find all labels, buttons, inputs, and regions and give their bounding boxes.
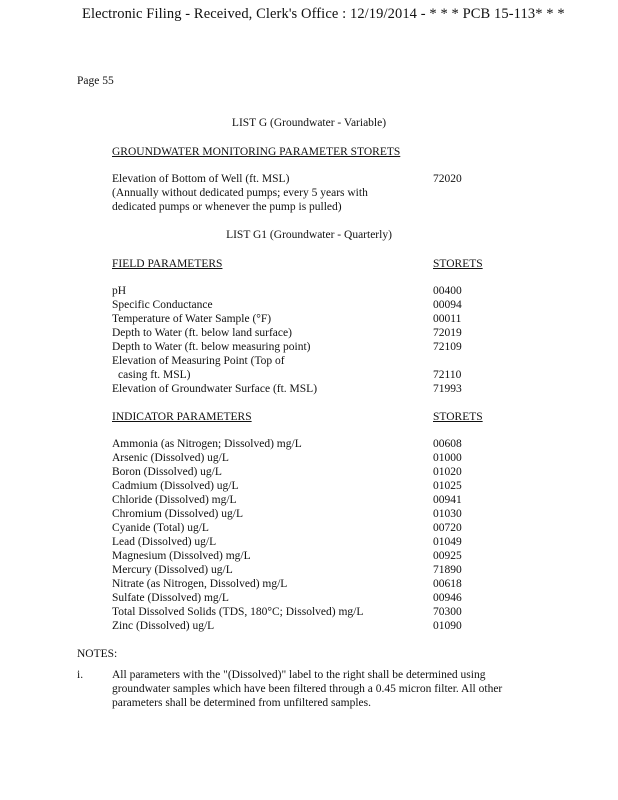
list-item-code: 01025 bbox=[433, 480, 462, 492]
list-item: Lead (Dissolved) ug/L bbox=[112, 536, 217, 548]
list-item-code: 72110 bbox=[433, 369, 462, 381]
list-item: Sulfate (Dissolved) mg/L bbox=[112, 592, 229, 604]
list-item-code: 00011 bbox=[433, 313, 462, 325]
list-item: pH bbox=[112, 285, 127, 297]
list-item-code: 00720 bbox=[433, 522, 462, 534]
list-item-code: 70300 bbox=[433, 606, 462, 618]
list-item: Total Dissolved Solids (TDS, 180°C; Dissolved) mg/L bbox=[112, 606, 364, 618]
note-marker: i. bbox=[77, 669, 84, 681]
note-line: parameters shall be determined from unfiltered samples. bbox=[112, 697, 371, 709]
list-item-code: 72019 bbox=[433, 327, 462, 339]
field-parameters-heading: FIELD PARAMETERS bbox=[112, 258, 223, 270]
list-item-code: 01090 bbox=[433, 620, 462, 632]
list-item-code: 01000 bbox=[433, 452, 462, 464]
list-item: Depth to Water (ft. below land surface) bbox=[112, 327, 292, 339]
list-item-code: 01049 bbox=[433, 536, 462, 548]
list-item: Nitrate (as Nitrogen, Dissolved) mg/L bbox=[112, 578, 288, 590]
elevation-bottom-note-2: dedicated pumps or whenever the pump is pulled) bbox=[112, 201, 342, 213]
list-item: Ammonia (as Nitrogen; Dissolved) mg/L bbox=[112, 438, 302, 450]
list-item: Depth to Water (ft. below measuring point) bbox=[112, 341, 311, 353]
list-g1-title: LIST G1 (Groundwater - Quarterly) bbox=[226, 229, 392, 241]
list-item: Magnesium (Dissolved) mg/L bbox=[112, 550, 251, 562]
list-item-code: 00400 bbox=[433, 285, 462, 297]
list-item: Cyanide (Total) ug/L bbox=[112, 522, 209, 534]
note-line: All parameters with the "(Dissolved)" label to the right shall be determined using bbox=[112, 669, 486, 681]
list-item-code: 00946 bbox=[433, 592, 462, 604]
list-item-code: 01020 bbox=[433, 466, 462, 478]
storets-heading: GROUNDWATER MONITORING PARAMETER STORETS bbox=[112, 146, 401, 158]
indicator-storets-heading: STORETS bbox=[433, 411, 483, 423]
list-item-code: 72109 bbox=[433, 341, 462, 353]
notes-heading: NOTES: bbox=[77, 648, 118, 660]
list-item: Elevation of Groundwater Surface (ft. MSL) bbox=[112, 383, 318, 395]
elevation-bottom-label: Elevation of Bottom of Well (ft. MSL) bbox=[112, 173, 290, 185]
list-item-code: 00618 bbox=[433, 578, 462, 590]
elevation-bottom-code: 72020 bbox=[433, 173, 462, 185]
list-item-code: 01030 bbox=[433, 508, 462, 520]
list-item-code: 00094 bbox=[433, 299, 462, 311]
note-line: groundwater samples which have been filtered through a 0.45 micron filter. All other bbox=[112, 683, 503, 695]
list-item-code: 00925 bbox=[433, 550, 462, 562]
list-item: Chloride (Dissolved) mg/L bbox=[112, 494, 237, 506]
list-item: Mercury (Dissolved) ug/L bbox=[112, 564, 233, 576]
list-g-title: LIST G (Groundwater - Variable) bbox=[231, 117, 387, 129]
list-item-code: 00941 bbox=[433, 494, 462, 506]
page-number: Page 55 bbox=[77, 75, 114, 87]
list-item: Zinc (Dissolved) ug/L bbox=[112, 620, 215, 632]
list-item: Boron (Dissolved) ug/L bbox=[112, 466, 222, 478]
list-item: Temperature of Water Sample (°F) bbox=[112, 313, 272, 325]
list-item: Cadmium (Dissolved) ug/L bbox=[112, 480, 239, 492]
list-item: Chromium (Dissolved) ug/L bbox=[112, 508, 243, 520]
filing-stamp: Electronic Filing - Received, Clerk's Office : 12/19/2014 - * * * PCB 15-113* * * bbox=[82, 6, 565, 22]
indicator-parameters-heading: INDICATOR PARAMETERS bbox=[112, 411, 252, 423]
list-item: Elevation of Measuring Point (Top of bbox=[112, 355, 285, 367]
list-item: casing ft. MSL) bbox=[118, 369, 191, 381]
list-item-code: 71993 bbox=[433, 383, 462, 395]
field-storets-heading: STORETS bbox=[433, 258, 483, 270]
list-item: Arsenic (Dissolved) ug/L bbox=[112, 452, 229, 464]
elevation-bottom-note-1: (Annually without dedicated pumps; every 5 years with bbox=[112, 187, 368, 199]
list-item-code: 00608 bbox=[433, 438, 462, 450]
list-item-code: 71890 bbox=[433, 564, 462, 576]
list-item: Specific Conductance bbox=[112, 299, 213, 311]
